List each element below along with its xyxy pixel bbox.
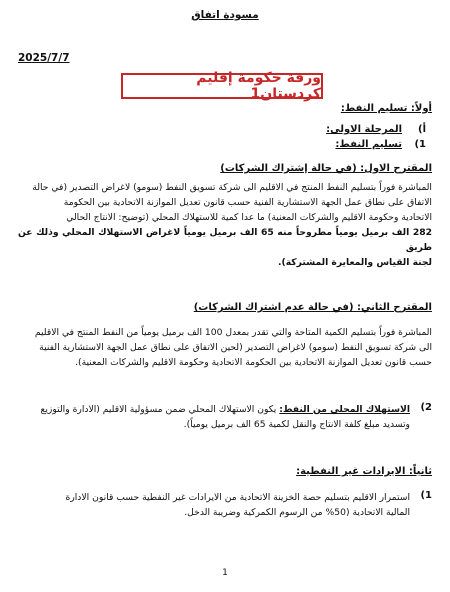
stage-label: المرحلة الاولى:	[326, 124, 402, 135]
proposal-1-heading: المقترح الاول: (في حالة إشتراك الشركات)	[220, 163, 432, 174]
item-2-line	[18, 402, 410, 417]
item-2-marker: 2)	[420, 402, 432, 413]
section-2-body	[18, 490, 410, 520]
item-2-line: وتسديد مبلغ كلفة الانتاج والنقل لكمية 65 الف برميل يومياً).	[183, 419, 410, 430]
proposal-2-body	[18, 325, 432, 370]
proposal-1-line: المباشرة فوراً بتسليم النفط المنتج في الاقليم الى شركة تسويق النفط (سومو) لاغراض التصدير (في حالة	[32, 182, 432, 193]
proposal-1-line: الاتفاق على نطاق عمل الجهة الاستشارية الفنية حسب قانون تعديل الموازنة الاتحادية بين الحكومة	[63, 197, 432, 208]
government-paper-title-box	[121, 70, 323, 102]
proposal-2-heading: المقترح الثاني: (في حالة عدم اشتراك الشركات)	[193, 302, 432, 313]
item-2-text: يكون الاستهلاك المحلي ضمن مسؤولية الاقليم (الادارة والتوزيع	[40, 404, 277, 415]
proposal-2-line: حسب قانون تعديل الموازنة الاتحادية بين الحكومة الاتحادية وحكومة الاقليم والشركات المعنية).	[75, 357, 432, 368]
item-2-body	[18, 402, 410, 432]
document-title: مسودة اتفاق	[191, 9, 259, 21]
proposal-2-line: المباشرة فوراً بتسليم الكمية المتاحة والتي تقدر بمعدل 100 الف برميل يومياً من النفط المنتج في الاقليم	[34, 327, 432, 338]
item-2-label: الاستهلاك المحلي من النفط:	[279, 404, 410, 415]
stage-marker: أ)	[418, 124, 426, 135]
proposal-1-body	[18, 180, 432, 270]
proposal-1-line: لجنة القياس والمعايرة المشتركة).	[278, 257, 432, 268]
section-2-line: المالية الاتحادية (50% من الرسوم الكمركية وضريبة الدخل.	[184, 507, 410, 518]
page-number: 1	[222, 568, 228, 578]
proposal-2-line: الى شركة تسويق النفط (سومو) لاغراض التصدير (لحين الاتفاق على نطاق عمل الجهة الاستشارية الفنية	[39, 342, 432, 353]
proposal-1-line: 282 الف برميل يومياً مطروحاً منه 65 الف برميل يومياً لاغراض الاستهلاك المحلي وذلك عن طريق	[18, 227, 433, 253]
item-1-label: تسليم النفط:	[335, 139, 402, 150]
section-1-heading: أولاً: تسليم النفط:	[340, 103, 432, 114]
proposal-1-line: الاتحادية وحكومة الاقليم والشركات المعنية) ما عدا كمية للاستهلاك المحلي (توضيح: الانتاج الحالي	[66, 212, 432, 223]
section-2-item-marker: 1)	[420, 490, 432, 501]
document-date: 2025/7/7	[18, 52, 70, 64]
section-2-heading: ثانياً: الايرادات غير النفطية:	[296, 466, 432, 477]
item-1-marker: 1)	[414, 139, 426, 150]
section-2-line: استمرار الاقليم بتسليم حصة الخزينة الاتحادية من الايرادات غير النفطية حسب قانون الادارة	[65, 492, 410, 503]
government-paper-title: ورقة حكومة إقليم كردستان1	[196, 70, 321, 102]
